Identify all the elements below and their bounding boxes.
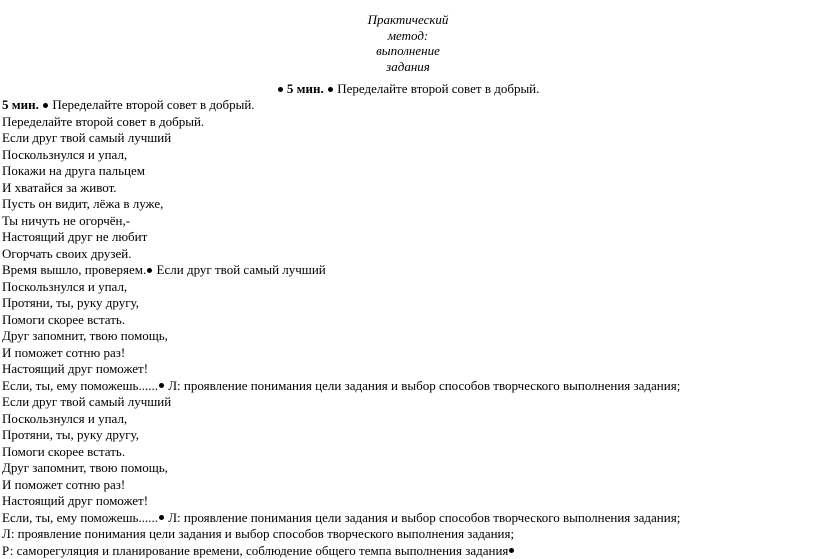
check-line	[2, 262, 812, 279]
personal-outcome-text: Л: проявление понимания цели задания и выбор способов творческого выполнения задания;	[168, 378, 680, 393]
bullet-icon	[147, 268, 152, 273]
text-line: Ты ничуть не огорчён,-	[2, 213, 812, 230]
regulatory-outcome-line	[2, 543, 812, 559]
text-line: Поскользнулся и упал,	[2, 147, 812, 164]
personal-outcome-line: Л: проявление понимания цели задания и выбор способов творческого выполнения задания;	[2, 526, 812, 543]
bullet-icon	[278, 87, 283, 92]
check-text: Время вышло, проверяем.	[2, 262, 146, 277]
text-line: Поскользнулся и упал,	[2, 279, 812, 296]
text-line: И поможет сотню раз!	[2, 345, 812, 362]
bullet-icon	[43, 103, 48, 108]
text-line: Протяни, ты, руку другу,	[2, 427, 812, 444]
text-line: Если друг твой самый лучший	[2, 130, 812, 147]
text-line: Если друг твой самый лучший	[2, 394, 812, 411]
text-line: Поскользнулся и упал,	[2, 411, 812, 428]
result-line	[2, 510, 812, 527]
regulatory-outcome-text: Р: саморегуляция и планирование времени, соблюдение общего темпа выполнения задания	[2, 543, 508, 558]
text-line: Огорчать своих друзей.	[2, 246, 812, 263]
text-line: Друг запомнит, твою помощь,	[2, 328, 812, 345]
task-time: 5 мин.	[2, 97, 39, 112]
text-line: Помоги скорее встать.	[2, 444, 812, 461]
poem-start-text: Если друг твой самый лучший	[157, 262, 326, 277]
text-line: Помоги скорее встать.	[2, 312, 812, 329]
document-body	[2, 97, 812, 559]
centered-task-line	[0, 81, 816, 97]
result-text: Если, ты, ему поможешь......	[2, 378, 158, 393]
section-heading	[0, 12, 816, 74]
text-line: Пусть он видит, лёжа в луже,	[2, 196, 812, 213]
text-line: И хватайся за живот.	[2, 180, 812, 197]
bullet-icon	[159, 383, 164, 388]
text-line: И поможет сотню раз!	[2, 477, 812, 494]
bullet-icon	[328, 87, 333, 92]
bullet-icon	[509, 548, 514, 553]
result-text: Если, ты, ему поможешь......	[2, 510, 158, 525]
text-line: Друг запомнит, твою помощь,	[2, 460, 812, 477]
result-line	[2, 378, 812, 395]
task-text: Переделайте второй совет в добрый.	[52, 97, 254, 112]
personal-outcome-text: Л: проявление понимания цели задания и выбор способов творческого выполнения задания;	[168, 510, 680, 525]
text-line: Переделайте второй совет в добрый.	[2, 114, 812, 131]
heading-line: задания	[0, 59, 816, 75]
task-time: 5 мин.	[287, 81, 324, 96]
text-line: Настоящий друг не любит	[2, 229, 812, 246]
task-text: Переделайте второй совет в добрый.	[337, 81, 539, 96]
task-line	[2, 97, 812, 114]
bullet-icon	[159, 515, 164, 520]
text-line: Настоящий друг поможет!	[2, 493, 812, 510]
text-line: Настоящий друг поможет!	[2, 361, 812, 378]
heading-line: Практический	[0, 12, 816, 28]
text-line: Покажи на друга пальцем	[2, 163, 812, 180]
text-line: Протяни, ты, руку другу,	[2, 295, 812, 312]
heading-line: метод:	[0, 28, 816, 44]
heading-line: выполнение	[0, 43, 816, 59]
